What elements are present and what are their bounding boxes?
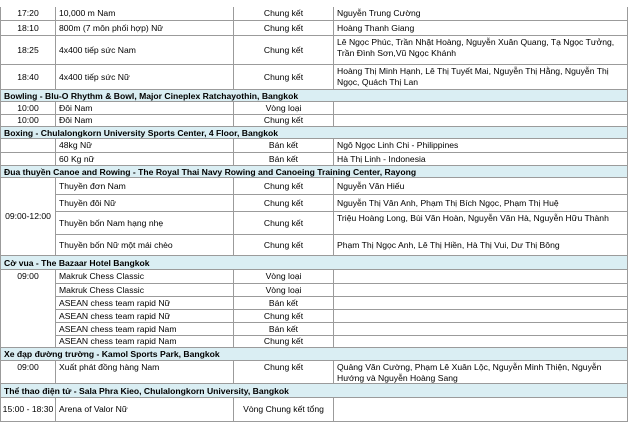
event-cell: 60 Kg nữ xyxy=(56,153,234,166)
venue-header-bowling: Bowling - Blu-O Rhythm & Bowl, Major Cineplex Ratchayothin, Bangkok xyxy=(0,90,628,102)
stage-cell: Chung kết xyxy=(234,36,334,65)
event-cell: 48kg Nữ xyxy=(56,139,234,153)
stage-cell: Chung kết xyxy=(234,310,334,323)
athletes-cell: Hoàng Thị Minh Hạnh, Lê Thị Tuyết Mai, Nguyễn Thị Hằng, Nguyễn Thị Ngọc, Quách Thị Lan xyxy=(334,65,628,90)
stage-cell: Chung kết xyxy=(234,336,334,348)
athletes-cell: Triệu Hoàng Long, Bùi Văn Hoàn, Nguyễn Văn Hà, Nguyễn Hữu Thành xyxy=(334,212,628,235)
stage-cell: Chung kết xyxy=(234,178,334,195)
time-cell: 15:00 - 18:30 xyxy=(0,398,56,422)
event-cell: Makruk Chess Classic xyxy=(56,284,234,297)
athletes-cell: Lê Ngọc Phúc, Trần Nhật Hoàng, Nguyễn Xuân Quang, Tạ Ngọc Tưởng, Trần Đình Sơn,Vũ Ngọc Khánh xyxy=(334,36,628,65)
table-row xyxy=(0,323,628,336)
stage-cell: Vòng Chung kết tổng xyxy=(234,398,334,422)
athletes-cell: Hà Thị Linh - Indonesia xyxy=(334,153,628,166)
stage-cell: Chung kết xyxy=(234,7,334,21)
table-row xyxy=(0,36,628,65)
athletes-cell xyxy=(334,398,628,422)
table-row xyxy=(0,115,628,127)
stage-cell: Chung kết xyxy=(234,21,334,36)
athletes-cell xyxy=(334,115,628,127)
table-row xyxy=(0,65,628,90)
venue-header-chess: Cờ vua - The Bazaar Hotel Bangkok xyxy=(0,256,628,270)
stage-cell: Vòng loại xyxy=(234,270,334,284)
table-row xyxy=(0,361,628,384)
athletes-cell: Ngô Ngọc Linh Chi - Philippines xyxy=(334,139,628,153)
athletes-cell xyxy=(334,102,628,115)
table-row xyxy=(0,310,628,323)
table-row xyxy=(0,178,628,195)
stage-cell: Bán kết xyxy=(234,323,334,336)
venue-header-boxing: Boxing - Chulalongkorn University Sports Center, 4 Floor, Bangkok xyxy=(0,127,628,139)
athletes-cell: Hoàng Thanh Giang xyxy=(334,21,628,36)
athletes-cell xyxy=(334,284,628,297)
venue-header-cycling: Xe đạp đường trường - Kamol Sports Park, Bangkok xyxy=(0,348,628,361)
table-row xyxy=(0,284,628,297)
event-cell: Makruk Chess Classic xyxy=(56,270,234,284)
table-row xyxy=(0,195,628,212)
athletes-cell: Nguyễn Thị Vân Anh, Phạm Thị Bích Ngọc, Phạm Thị Huệ xyxy=(334,195,628,212)
stage-cell: Chung kết xyxy=(234,65,334,90)
event-cell: Arena of Valor Nữ xyxy=(56,398,234,422)
athletes-cell: Nguyễn Văn Hiếu xyxy=(334,178,628,195)
event-cell: ASEAN chess team rapid Nam xyxy=(56,323,234,336)
stage-cell: Chung kết xyxy=(234,115,334,127)
time-cell: 18:40 xyxy=(0,65,56,90)
table-row xyxy=(0,297,628,310)
table-row xyxy=(0,102,628,115)
event-cell: ASEAN chess team rapid Nữ xyxy=(56,310,234,323)
stage-cell: Chung kết xyxy=(234,361,334,384)
event-cell: Thuyền đôi Nữ xyxy=(56,195,234,212)
event-cell: 4x400 tiếp sức Nữ xyxy=(56,65,234,90)
table-row xyxy=(0,7,628,21)
table-row xyxy=(0,212,628,235)
athletes-cell xyxy=(334,310,628,323)
stage-cell: Chung kết xyxy=(234,195,334,212)
time-cell xyxy=(0,153,56,166)
time-cell: 18:25 xyxy=(0,36,56,65)
athletes-cell xyxy=(334,336,628,348)
time-cell: 09:00 xyxy=(0,361,56,384)
table-row xyxy=(0,270,628,284)
stage-cell: Vòng loại xyxy=(234,102,334,115)
table-row xyxy=(0,21,628,36)
event-cell: 10,000 m Nam xyxy=(56,7,234,21)
venue-header-esports: Thể thao điện tử - Sala Phra Kieo, Chulalongkorn University, Bangkok xyxy=(0,384,628,398)
event-cell: Thuyền đơn Nam xyxy=(56,178,234,195)
event-cell: Đôi Nam xyxy=(56,102,234,115)
table-row xyxy=(0,235,628,256)
table-row xyxy=(0,336,628,348)
athletes-cell xyxy=(334,297,628,310)
athletes-cell xyxy=(334,323,628,336)
table-row xyxy=(0,153,628,166)
event-cell: ASEAN chess team rapid Nữ xyxy=(56,297,234,310)
venue-header-rowing: Đua thuyền Canoe and Rowing - The Royal Thai Navy Rowing and Canoeing Training Center, Rayong xyxy=(0,166,628,178)
event-cell: Xuất phát đồng hàng Nam xyxy=(56,361,234,384)
time-cell: 18:10 xyxy=(0,21,56,36)
event-cell: Thuyền bốn Nữ một mái chèo xyxy=(56,235,234,256)
athletes-cell: Nguyễn Trung Cường xyxy=(334,7,628,21)
stage-cell: Bán kết xyxy=(234,153,334,166)
table-row xyxy=(0,139,628,153)
athletes-cell xyxy=(334,270,628,284)
event-cell: ASEAN chess team rapid Nam xyxy=(56,336,234,348)
stage-cell: Chung kết xyxy=(234,235,334,256)
event-cell: Thuyền bốn Nam hạng nhẹ xyxy=(56,212,234,235)
event-cell: 800m (7 môn phối hợp) Nữ xyxy=(56,21,234,36)
time-cell: 10:00 xyxy=(0,102,56,115)
time-cell: 17:20 xyxy=(0,7,56,21)
time-cell xyxy=(0,139,56,153)
event-cell: 4x400 tiếp sức Nam xyxy=(56,36,234,65)
stage-cell: Bán kết xyxy=(234,139,334,153)
event-cell: Đôi Nam xyxy=(56,115,234,127)
time-cell-merged: 09:00-12:00 xyxy=(0,178,56,256)
athletes-cell: Quảng Văn Cường, Phạm Lê Xuân Lộc, Nguyễn Minh Thiện, Nguyễn Hướng và Nguyễn Hoàng Sang xyxy=(334,361,628,384)
time-cell-merged: 09:00 xyxy=(0,270,56,348)
table-row xyxy=(0,398,628,422)
time-cell: 10:00 xyxy=(0,115,56,127)
stage-cell: Vòng loại xyxy=(234,284,334,297)
stage-cell: Bán kết xyxy=(234,297,334,310)
athletes-cell: Phạm Thị Ngọc Anh, Lê Thị Hiền, Hà Thị Vui, Dư Thị Bông xyxy=(334,235,628,256)
stage-cell: Chung kết xyxy=(234,212,334,235)
